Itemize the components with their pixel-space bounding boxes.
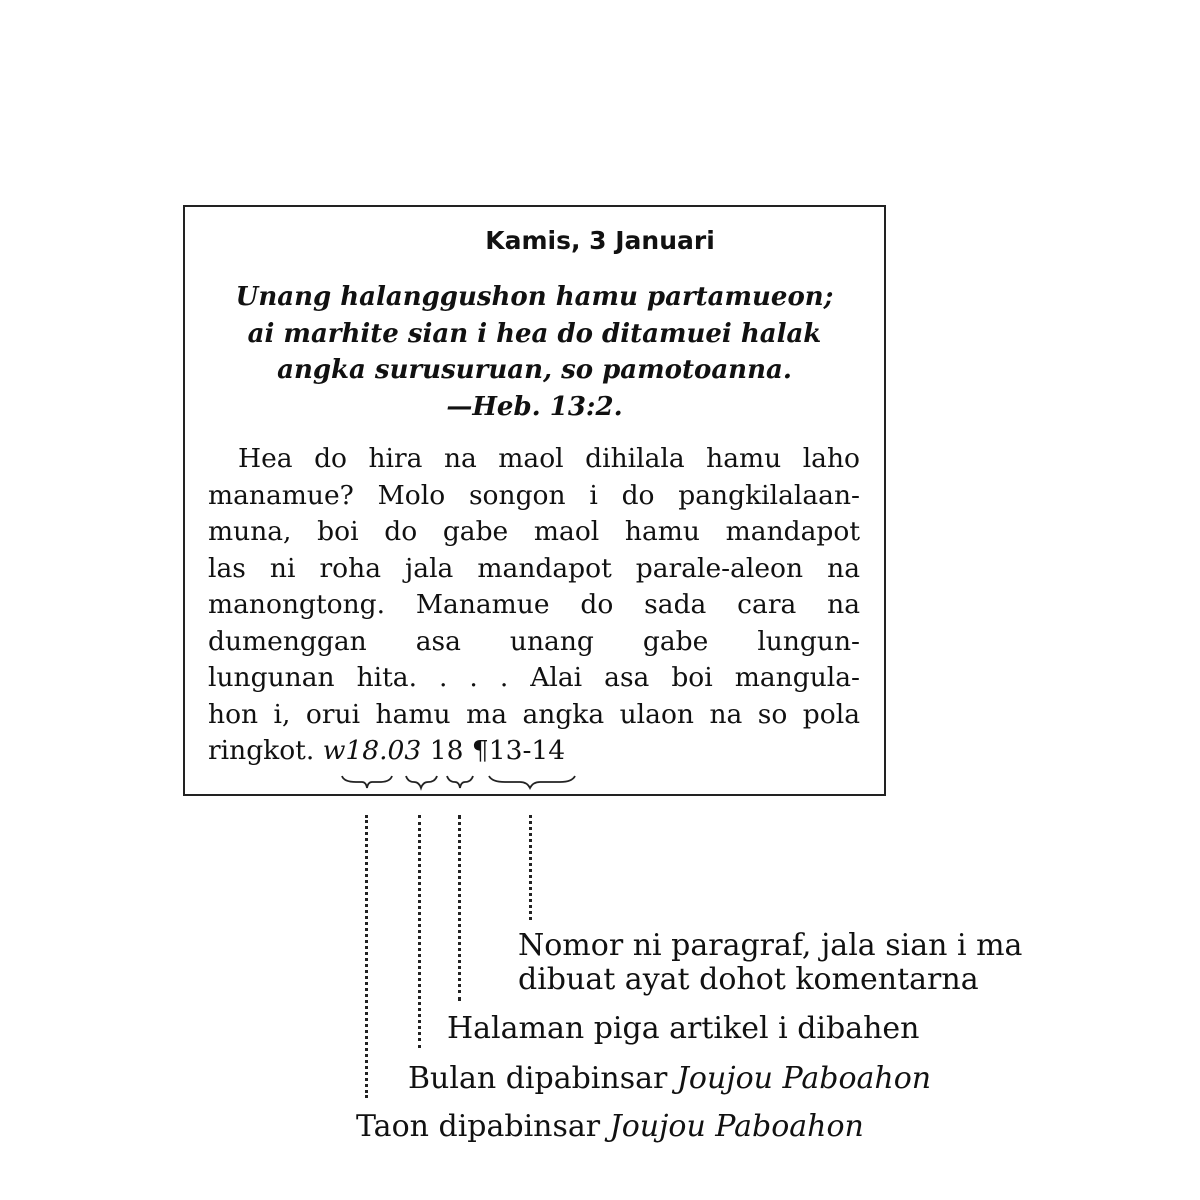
citation-paragraph: ¶13-14 [471, 735, 566, 766]
brace-month [406, 776, 437, 788]
label-text: Bulan dipabinsar [408, 1061, 668, 1096]
citation-page: 18 [429, 735, 464, 766]
body-line: dumenggan asa unang gabe lungun- [208, 625, 860, 657]
label-paragraph-line: dibuat ayat dohot komentarna [518, 962, 979, 997]
body-line: hon i, orui hamu ma angka ulaon na so pola [208, 698, 860, 730]
body-line: lungunan hita. . . . Alai asa boi mangula- [208, 662, 860, 693]
publication-name: Joujou Paboahon [609, 1109, 864, 1144]
body-line: las ni roha jala mandapot parale-aleon na [208, 552, 860, 584]
leader-year [365, 815, 368, 1098]
brace-year [342, 776, 392, 788]
verse-line: ai marhite sian i hea do ditamuei halak [247, 318, 822, 349]
citation-year: w18 [322, 735, 380, 766]
label-text: Taon dipabinsar [356, 1109, 601, 1144]
label-month [408, 1062, 931, 1096]
citation-month: .03 [379, 735, 422, 766]
verse-line: Unang halanggushon hamu partamueon; [235, 282, 834, 312]
label-year [356, 1110, 864, 1144]
brace-paragraph [489, 776, 575, 788]
publication-name: Joujou Paboahon [676, 1061, 932, 1096]
card-date: Kamis, 3 Januari [485, 226, 715, 255]
label-page: Halaman piga artikel i dibahen [447, 1011, 920, 1046]
body-line: manamue? Molo songon i do pangkilalaan- [208, 479, 860, 511]
body-text: ringkot. [208, 735, 315, 766]
body-line: Hea do hira na maol dihilala hamu laho [238, 443, 860, 474]
brace-page [447, 776, 473, 788]
body-line: manongtong. Manamue do sada cara na [208, 589, 860, 620]
verse-reference: —Heb. 13:2. [446, 391, 623, 422]
leader-month [418, 815, 421, 1048]
label-paragraph [518, 929, 1022, 997]
label-paragraph-line: Nomor ni paragraf, jala sian i ma [518, 928, 1023, 963]
leader-paragraph [529, 815, 532, 920]
verse-line: angka surusuruan, so pamotoanna. [277, 355, 792, 385]
body-line: muna, boi do gabe maol hamu mandapot [208, 516, 860, 547]
leader-page [458, 815, 461, 1001]
